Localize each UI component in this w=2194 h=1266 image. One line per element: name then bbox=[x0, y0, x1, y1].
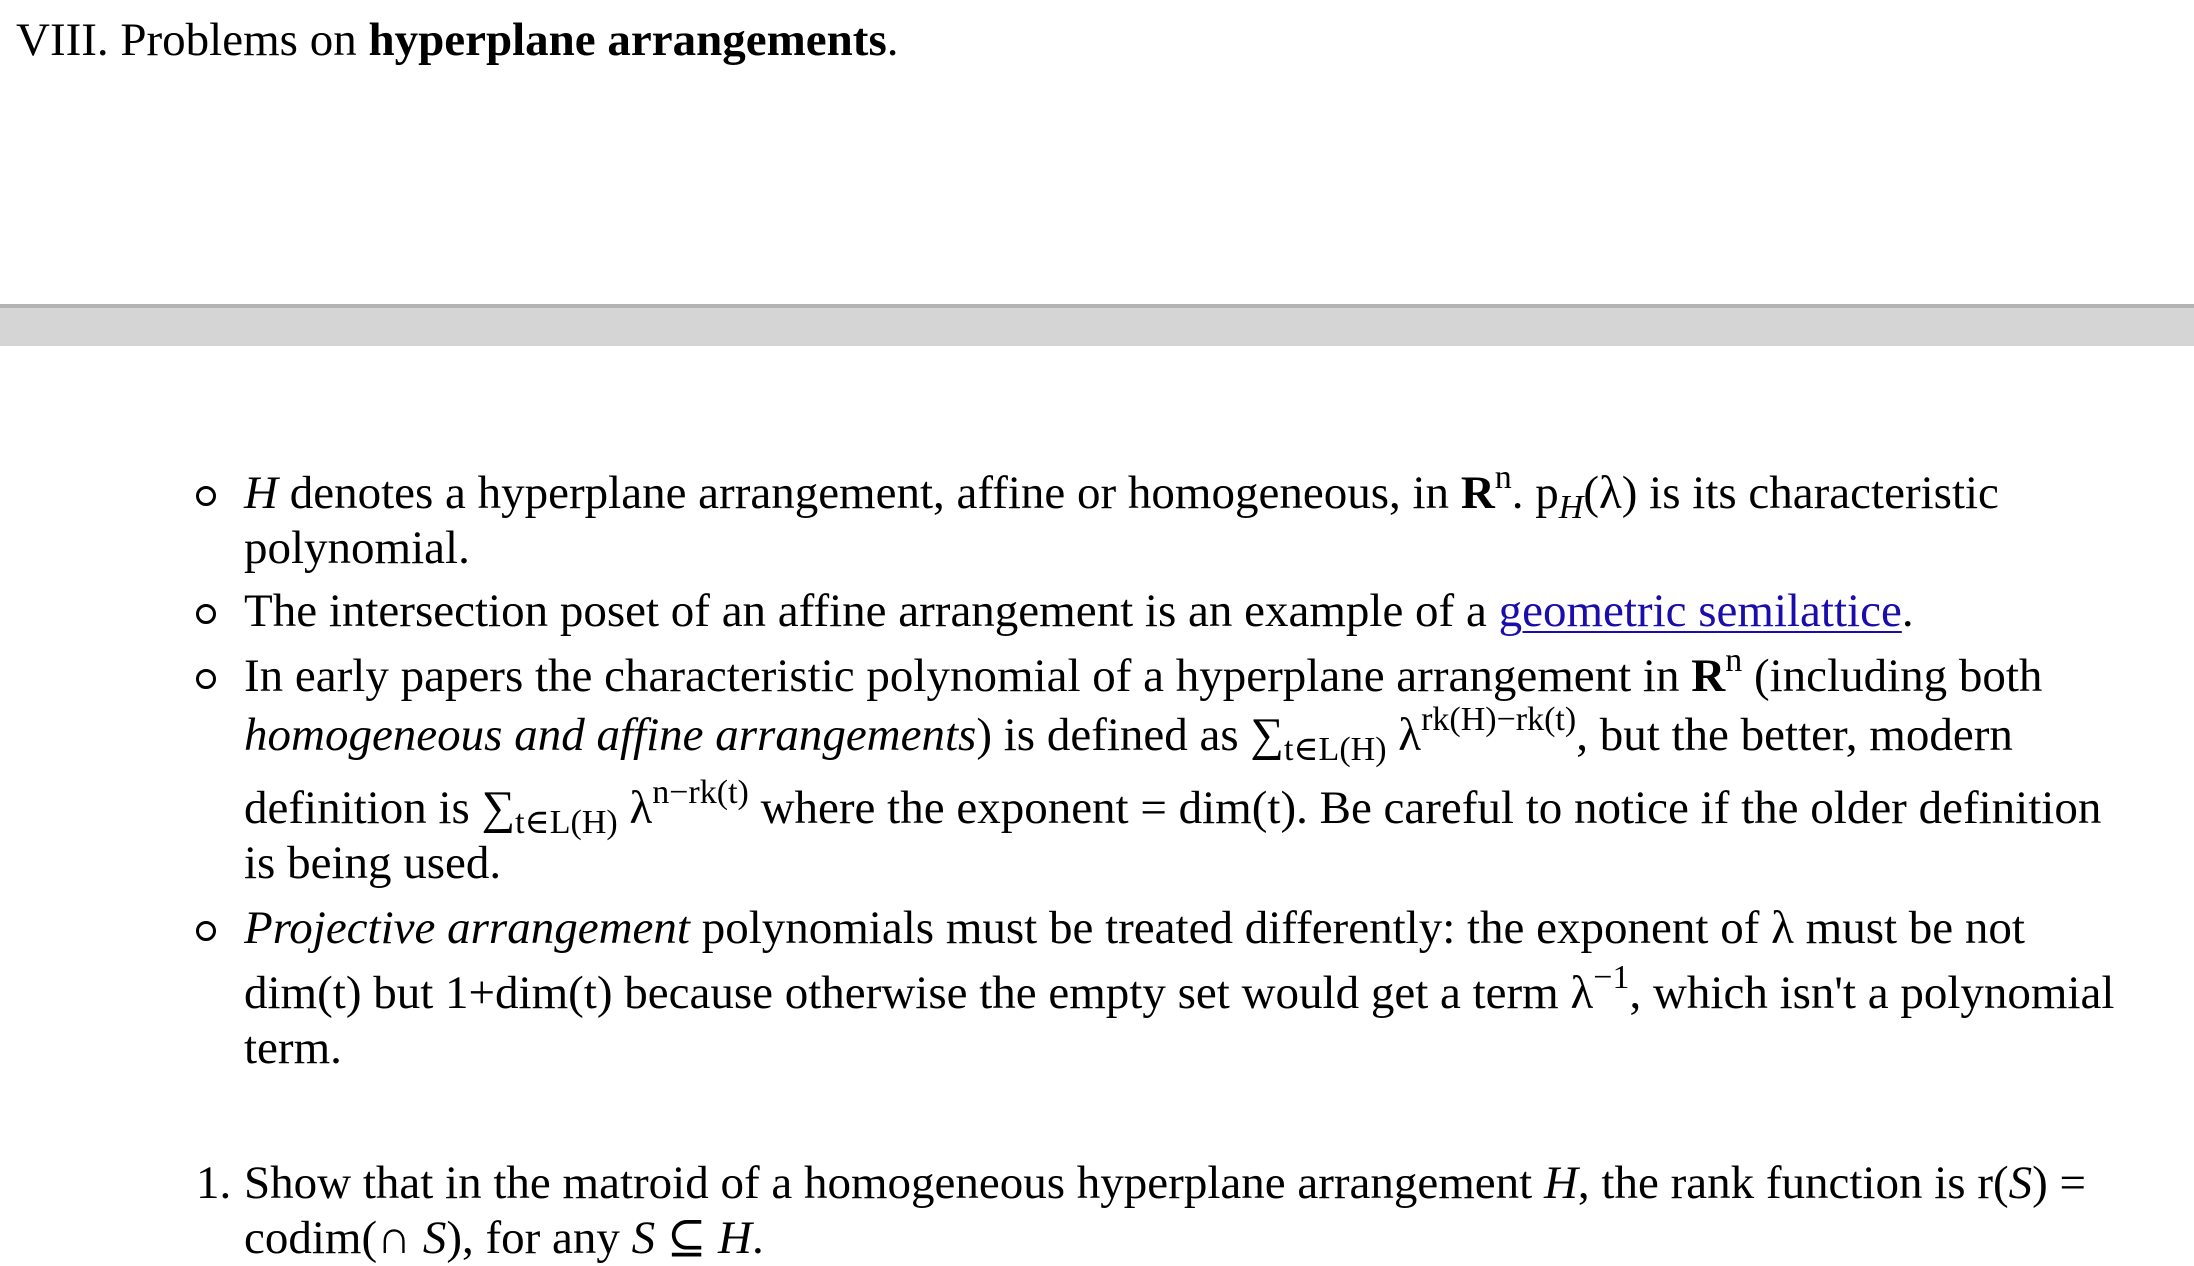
circle-bullet-icon bbox=[196, 604, 216, 624]
symbol-h: H bbox=[1543, 1157, 1578, 1209]
line bbox=[244, 901, 2174, 956]
text: ⊆ bbox=[655, 1212, 719, 1264]
text: (λ) is its characteristic polynomial. bbox=[244, 467, 1999, 574]
heading-suffix: . bbox=[886, 14, 899, 66]
subscript: t∈L(H) bbox=[515, 804, 618, 841]
symbol-h: H bbox=[244, 467, 278, 519]
text: codim(∩ bbox=[244, 1212, 423, 1264]
text: definition is ∑ bbox=[244, 782, 516, 834]
text: is being used. bbox=[244, 837, 502, 889]
text: Show that in the matroid of a homogeneous hyperplane arrangement bbox=[244, 1157, 1544, 1209]
section-heading bbox=[16, 10, 898, 70]
text: where the exponent = dim(t). Be careful to notice if the older definition bbox=[748, 782, 2102, 834]
symbol-s: S bbox=[2008, 1157, 2033, 1209]
problem-number: 1. bbox=[196, 1157, 232, 1209]
list-item bbox=[0, 459, 2194, 576]
horizontal-rule bbox=[0, 304, 2194, 346]
line bbox=[244, 642, 2174, 704]
subscript: t∈L(H) bbox=[1283, 731, 1387, 768]
line bbox=[244, 701, 2174, 768]
list-item bbox=[0, 584, 2194, 639]
notes-list bbox=[0, 459, 2194, 1076]
superscript: −1 bbox=[1593, 959, 1630, 996]
symbol-s: S bbox=[422, 1212, 447, 1264]
superscript-n: n bbox=[1494, 459, 1512, 496]
text: dim(t) but 1+dim(t) because otherwise the empty set would get a term λ bbox=[244, 967, 1594, 1019]
text: term. bbox=[244, 1022, 342, 1074]
geometric-semilattice-link[interactable]: geometric semilattice bbox=[1498, 585, 1902, 637]
symbol-r: R bbox=[1691, 650, 1726, 702]
text: , the rank function is r( bbox=[1577, 1157, 2009, 1209]
heading-prefix: VIII. Problems on bbox=[16, 14, 369, 66]
text: ), for any bbox=[446, 1212, 632, 1264]
text: ) = bbox=[2032, 1157, 2087, 1209]
line bbox=[244, 836, 2174, 891]
text: (including both bbox=[1742, 650, 2043, 702]
circle-bullet-icon bbox=[196, 921, 216, 941]
line bbox=[244, 959, 2174, 1021]
symbol-r: R bbox=[1460, 467, 1495, 519]
circle-bullet-icon bbox=[196, 486, 216, 506]
text: , but the better, modern bbox=[1576, 709, 2013, 761]
text: ) is defined as ∑ bbox=[976, 709, 1284, 761]
text: . p bbox=[1511, 467, 1559, 519]
superscript: n−rk(t) bbox=[652, 774, 749, 811]
text: , which isn't a polynomial bbox=[1629, 967, 2115, 1019]
italic-text: homogeneous and affine arrangements bbox=[244, 709, 977, 761]
list-item bbox=[0, 901, 2194, 1076]
circle-bullet-icon bbox=[196, 669, 216, 689]
superscript: rk(H)−rk(t) bbox=[1421, 701, 1577, 738]
text: λ bbox=[1386, 709, 1422, 761]
problems-list bbox=[0, 1156, 2194, 1266]
problem-item bbox=[0, 1156, 2194, 1266]
subscript-h: H bbox=[1558, 489, 1584, 526]
text: polynomials must be treated differently: the exponent of λ must be not bbox=[689, 902, 2025, 954]
text: In early papers the characteristic polynomial of a hyperplane arrangement in bbox=[244, 650, 1692, 702]
line bbox=[244, 774, 2174, 841]
text: denotes a hyperplane arrangement, affine or homogeneous, in bbox=[277, 467, 1461, 519]
list-item bbox=[0, 642, 2194, 891]
text: . bbox=[1901, 585, 1914, 637]
text: λ bbox=[617, 782, 653, 834]
superscript-n: n bbox=[1725, 642, 1743, 679]
symbol-h: H bbox=[718, 1212, 752, 1264]
line bbox=[244, 1021, 2174, 1076]
text: The intersection poset of an affine arrangement is an example of a bbox=[244, 585, 1499, 637]
heading-bold-title: hyperplane arrangements bbox=[368, 14, 887, 66]
text: . bbox=[752, 1212, 764, 1264]
italic-text: Projective arrangement bbox=[244, 902, 690, 954]
symbol-s: S bbox=[631, 1212, 656, 1264]
